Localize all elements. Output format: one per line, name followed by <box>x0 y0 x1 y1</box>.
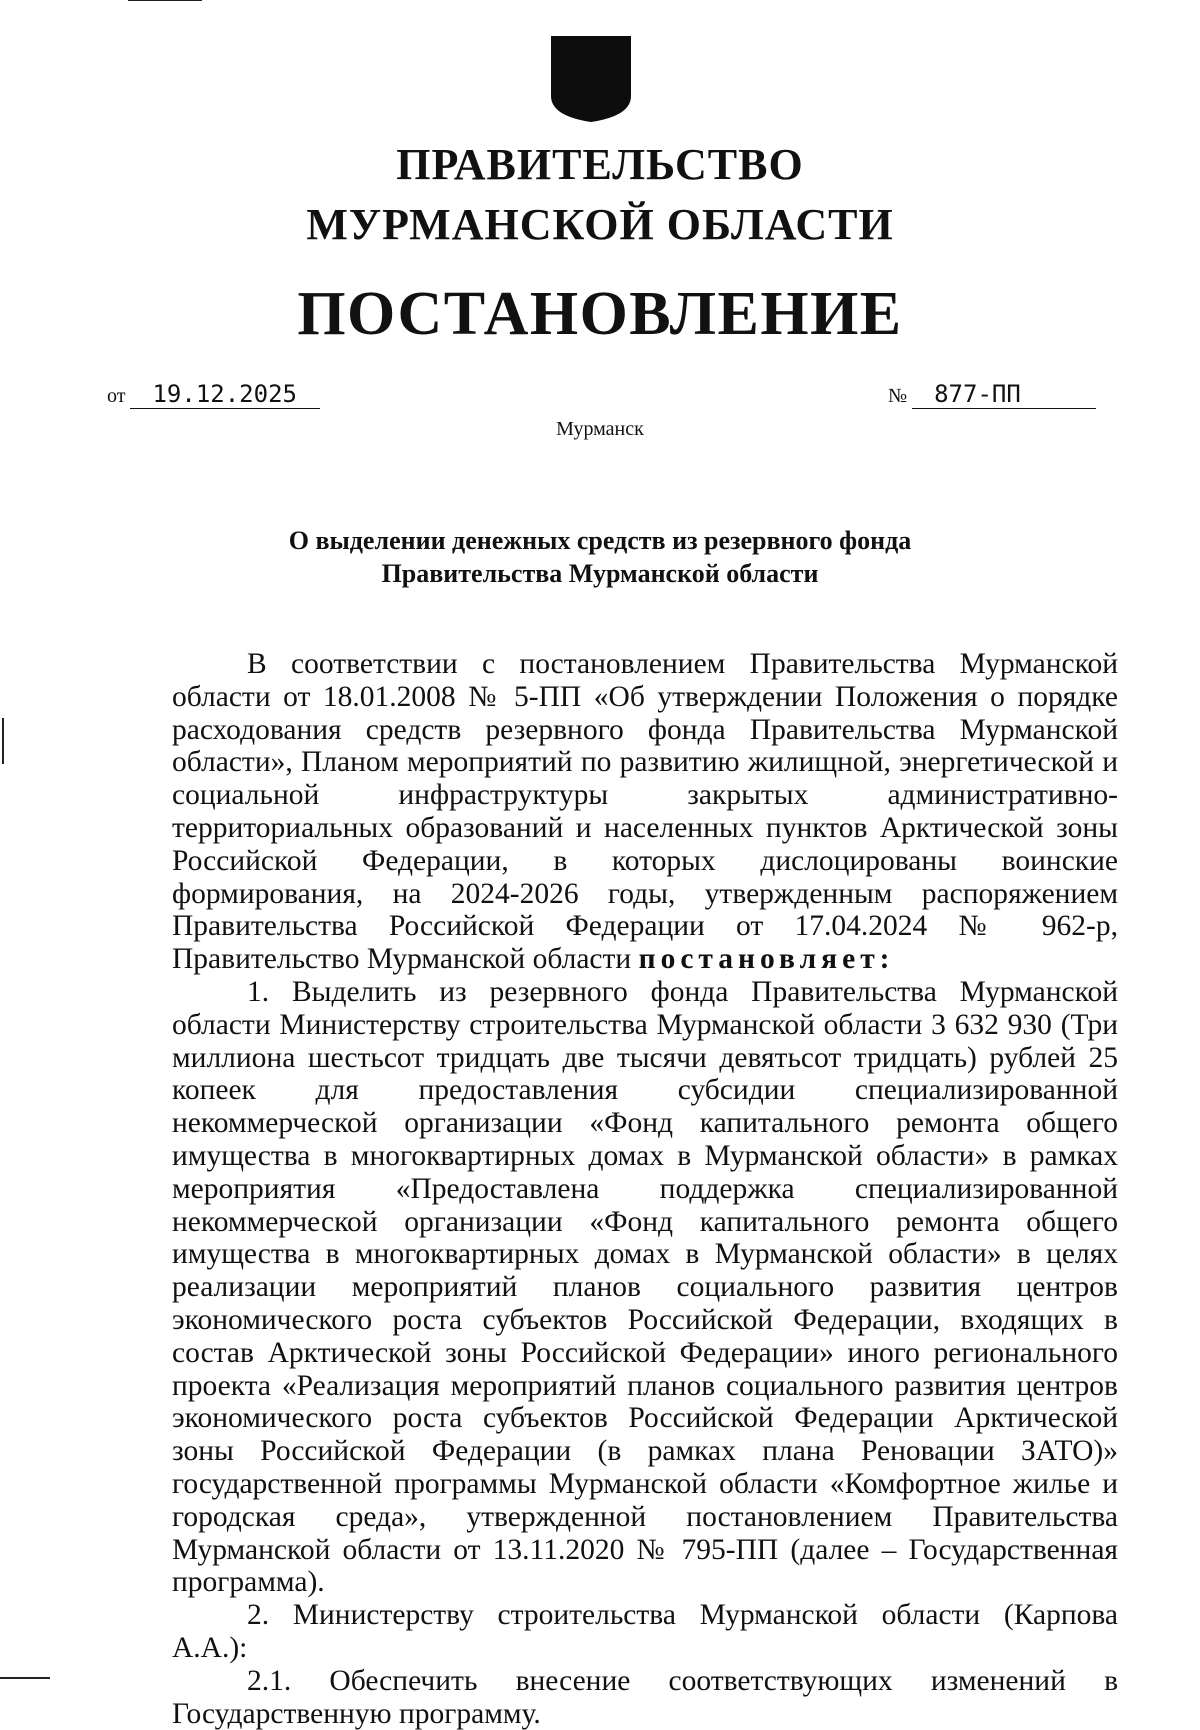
document-subject <box>0 524 1200 590</box>
paragraph-2-1: 2.1. Обеспечить внесение соответствующих изменений в Государственную программу. <box>172 1664 1118 1730</box>
paragraph-1: 1. Выделить из резервного фонда Правительства Мурманской области Министерству строительства Мурманской области 3 632 930 (Три миллиона шестьсот тридцать две тысячи девятьсот тридцать) рублей 25 копеек для предоставления субсидии специализированной некоммерческой организации «Фонд капитального ремонта общего имущества в многоквартирных домах в Мурманской области» в рамках мероприятия «Предоставлена поддержка специализированной некоммерческой организации «Фонд капитального ремонта общего имущества в многоквартирных домах в Мурманской области» в целях реализации мероприятий планов социального развития центров экономического роста субъектов Российской Федерации, входящих в состав Арктической зоны Российской Федерации» иного регионального проекта «Реализация мероприятий планов социального развития центров экономического роста субъектов Российской Федерации Арктической зоны Российской Федерации (в рамках плана Реновации ЗАТО)» государственной программы Мурманской области «Комфортное жилье и городская среда», утвержденной постановлением Правительства Мурманской области от 13.11.2020 № 795-ПП (далее – Государственная программа). <box>172 975 1118 1599</box>
document-number <box>888 380 1096 409</box>
scan-edge-mark-bottom <box>0 1677 50 1679</box>
coat-of-arms-icon <box>551 36 631 122</box>
preamble-text: В соответствии с постановлением Правительства Мурманской области от 18.01.2008 № 5-ПП «Об утверждении Положения о порядке расходования средств резервного фонда Правительства Мурманской области», Планом мероприятий по развитию жилищной, энергетической и социальной инфраструктуры закрытых административно-территориальных образований и населенных пунктов Арктической зоны Российской Федерации, в которых дислоцированы воинские формирования, на 2024-2026 годы, утвержденным распоряжением Правительства Российской Федерации от 17.04.2024 № 962-р, Правительство Мурманской области <box>172 648 1118 976</box>
org-name-line2: МУРМАНСКОЙ ОБЛАСТИ <box>306 200 894 249</box>
date-prefix: от <box>107 385 126 407</box>
org-name-line1: ПРАВИТЕЛЬСТВО <box>396 140 804 189</box>
decree-word: постановляет: <box>638 943 895 976</box>
document-body <box>172 648 1118 1730</box>
number-value: 877-ПП <box>912 380 1096 409</box>
number-prefix: № <box>888 385 908 407</box>
document-date <box>107 380 320 409</box>
scan-edge-mark-top <box>128 0 202 1</box>
document-type: ПОСТАНОВЛЕНИЕ <box>297 280 903 348</box>
paragraph-2: 2. Министерству строительства Мурманской области (Карпова А.А.): <box>172 1599 1118 1664</box>
date-value: 19.12.2025 <box>130 380 320 409</box>
preamble-paragraph <box>172 648 1118 976</box>
subject-line1: О выделении денежных средств из резервного фонда <box>288 526 912 555</box>
subject-line2: Правительства Мурманской области <box>381 559 819 588</box>
city: Мурманск <box>556 418 644 440</box>
scan-edge-mark-left <box>2 718 4 764</box>
